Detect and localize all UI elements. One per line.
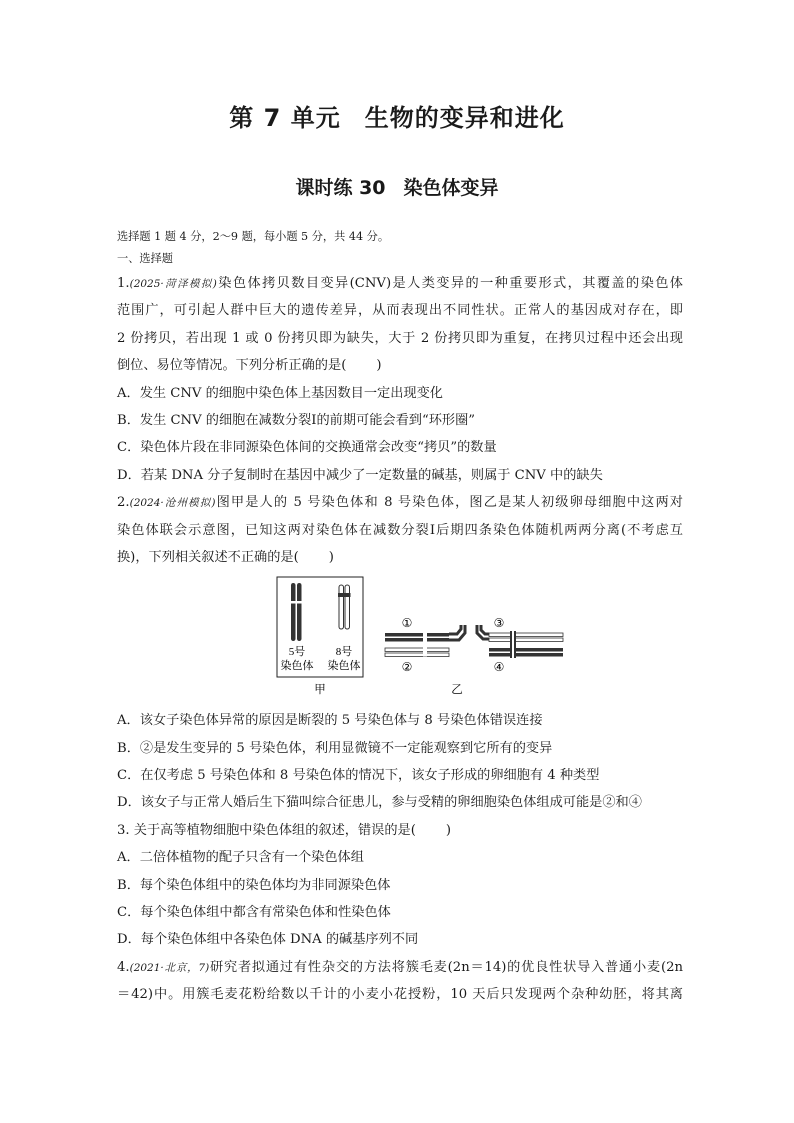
option-d: D．该女子与正常人婚后生下猫叫综合征患儿，参与受精的卵细胞染色体组成可能是②和④ bbox=[117, 795, 642, 811]
question-number: 2. bbox=[117, 495, 130, 511]
question-1-line-3: 2 份拷贝，若出现 1 或 0 份拷贝即为缺失，大于 2 份拷贝即为重复，在拷贝过程中还会出现 bbox=[117, 330, 683, 346]
option-c: C．染色体片段在非同源染色体间的交换通常会改变“拷贝”的数量 bbox=[117, 440, 497, 456]
option-c: C．在仅考虑 5 号染色体和 8 号染色体的情况下，该女子形成的卵细胞有 4 种类型 bbox=[117, 768, 600, 784]
chromosome-5-icon bbox=[290, 583, 303, 641]
option-d: D．每个染色体组中各染色体 DNA 的碱基序列不同 bbox=[117, 932, 419, 948]
question-source: (2024·沧州模拟) bbox=[129, 497, 216, 510]
question-number: 3. bbox=[117, 822, 130, 838]
score-note: 选择题 1 题 4 分，2～9 题，每小题 5 分，共 44 分。 bbox=[117, 230, 390, 243]
worksheet-body bbox=[117, 226, 683, 1009]
unit-name: 生物的变异和进化 bbox=[364, 104, 565, 132]
question-text: 图甲是人的 5 号染色体和 8 号染色体，图乙是某人初级卵母细胞中这两对 bbox=[215, 495, 683, 511]
chromosome-figure bbox=[117, 575, 683, 701]
question-text: 倒位、易位等情况。下列分析正确的是 bbox=[117, 358, 342, 374]
option-c: C．每个染色体组中都含有常染色体和性染色体 bbox=[117, 905, 391, 921]
question-2-line-3: 换)，下列相关叙述不正确的是( ) bbox=[117, 549, 334, 565]
question-text: 研究者拟通过有性杂交的方法将簇毛麦(2n＝14)的优良性状导入普通小麦(2n bbox=[209, 959, 683, 975]
question-3-stem: 3. 关于高等植物细胞中染色体组的叙述，错误的是( ) bbox=[117, 822, 452, 838]
chromosome-5-label: 染色体 bbox=[280, 660, 314, 673]
question-1-line-4: 倒位、易位等情况。下列分析正确的是( ) bbox=[117, 358, 382, 374]
option-a: A．该女子染色体异常的原因是断裂的 5 号染色体与 8 号染色体错误连接 bbox=[117, 713, 543, 729]
question-text: 换)，下列相关叙述不正确的是 bbox=[117, 549, 294, 565]
option-a: A．二倍体植物的配子只含有一个染色体组 bbox=[117, 850, 364, 866]
chromosome-5-number: 5号 bbox=[288, 646, 306, 659]
option-b: B．每个染色体组中的染色体均为非同源染色体 bbox=[117, 877, 391, 893]
lesson-title bbox=[0, 173, 794, 200]
marker-4: ④ bbox=[493, 660, 505, 675]
question-number: 4. bbox=[117, 959, 130, 975]
marker-3: ③ bbox=[493, 616, 505, 631]
question-4 bbox=[117, 954, 683, 1009]
option-b: B．②是发生变异的 5 号染色体，利用显微镜不一定能观察到它所有的变异 bbox=[117, 740, 553, 756]
chromosome-8-label: 染色体 bbox=[327, 660, 361, 673]
question-text: 关于高等植物细胞中染色体组的叙述，错误的是 bbox=[133, 822, 411, 838]
option-d: D．若某 DNA 分子复制时在基因中减少了一定数量的碱基，则属于 CNV 中的缺失 bbox=[117, 467, 603, 483]
question-source: (2025·菏泽模拟) bbox=[129, 278, 217, 290]
question-2 bbox=[117, 489, 683, 817]
question-source: (2021·北京，7) bbox=[129, 961, 210, 974]
question-3 bbox=[117, 817, 683, 954]
lesson-number: 课时练 30 bbox=[295, 177, 386, 199]
question-number: 1. bbox=[117, 276, 130, 291]
question-text: 染色体拷贝数目变异(CNV)是人类变异的一种重要形式，其覆盖的染色体 bbox=[216, 276, 683, 291]
figure-yi-caption: 乙 bbox=[451, 684, 463, 697]
chromosome-diagram bbox=[117, 575, 683, 701]
unit-title bbox=[0, 98, 794, 133]
lesson-name: 染色体变异 bbox=[403, 177, 499, 199]
section-heading: 一、选择题 bbox=[117, 252, 173, 265]
question-2-line-2: 染色体联会示意图，已知这两对染色体在减数分裂Ⅰ后期四条染色体随机两两分离(不考虑互 bbox=[117, 522, 683, 538]
question-2-line-1 bbox=[117, 489, 683, 516]
question-4-line-2: ＝42)中。用簇毛麦花粉给数以千计的小麦小花授粉，10 天后只发现两个杂种幼胚，将其离 bbox=[117, 987, 683, 1003]
figure-jia-caption: 甲 bbox=[314, 684, 326, 697]
option-a: A．发生 CNV 的细胞中染色体上基因数目一定出现变化 bbox=[117, 385, 443, 401]
question-1 bbox=[117, 270, 683, 489]
chromosome-8-number: 8号 bbox=[335, 646, 353, 659]
question-4-line-1 bbox=[117, 954, 683, 981]
marker-1: ① bbox=[401, 616, 413, 631]
question-1-line-2: 范围广，可引起人群中巨大的遗传差异，从而表现出不同性状。正常人的基因成对存在，即 bbox=[117, 303, 683, 319]
unit-number: 第 7 单元 bbox=[229, 104, 341, 132]
question-1-line-1 bbox=[117, 270, 683, 297]
marker-2: ② bbox=[401, 660, 413, 675]
chromosome-8-icon bbox=[338, 585, 351, 629]
option-b: B．发生 CNV 的细胞在减数分裂Ⅰ的前期可能会看到“环形圈” bbox=[117, 412, 476, 428]
